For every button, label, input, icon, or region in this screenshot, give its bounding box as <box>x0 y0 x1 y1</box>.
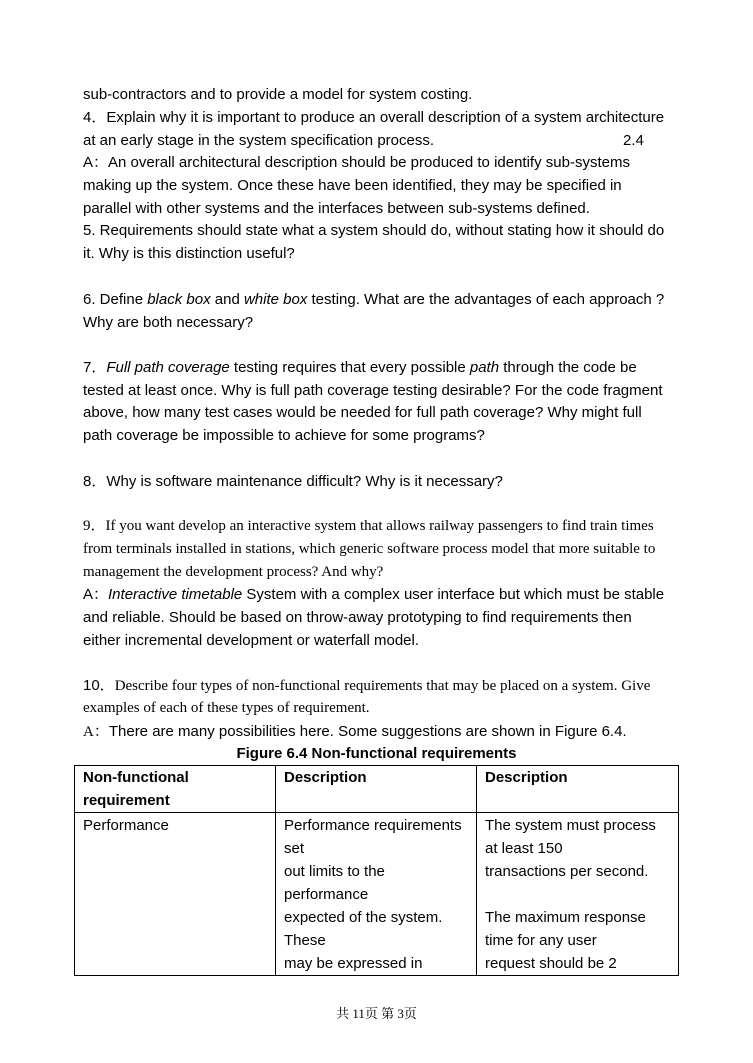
question-7-line-4: path coverage be impossible to achieve for some programs? <box>83 427 485 444</box>
question-7-line-3: above, how many test cases would be needed for full path coverage? Why might full <box>83 404 642 421</box>
header-non-functional-requirement: Non-functional requirement <box>75 766 276 813</box>
a10-text: There are many possibilities here. Some suggestions are shown in Figure 6.4. <box>108 723 627 740</box>
question-6-line-2: Why are both necessary? <box>83 314 254 331</box>
q7-prefix: 7． <box>83 359 107 376</box>
table-header-row <box>75 766 679 813</box>
q7-term-path: path <box>469 359 500 376</box>
header-description: Description <box>276 766 477 813</box>
question-5-line-2: it. Why is this distinction useful? <box>83 245 295 262</box>
question-5-line-1: 5. Requirements should state what a system should do, without stating how it should do <box>83 222 665 239</box>
a10-prefix: A： <box>83 724 109 740</box>
question-9-line-3: management the development process? And why? <box>83 564 384 580</box>
header-description-2: Description <box>477 766 679 813</box>
q6-and: and <box>210 291 244 308</box>
cell-line <box>485 883 670 906</box>
cell-line: request should be 2 <box>485 955 617 972</box>
a9-prefix: A： <box>83 586 109 603</box>
figure-caption: Figure 6.4 Non-functional requirements <box>236 745 517 762</box>
requirements-table <box>74 765 679 976</box>
cell-line: time for any user <box>485 932 597 949</box>
question-4-line-2 <box>83 129 683 152</box>
answer-9-line-3: either incremental development or waterfall model. <box>83 632 419 649</box>
a9-term: Interactive timetable <box>108 586 243 603</box>
cell-line: The system must process <box>485 817 656 834</box>
cell-line: expected of the system. <box>284 909 443 926</box>
q6-prefix: 6. Define <box>83 291 148 308</box>
q10-prefix: 10． <box>83 677 115 694</box>
table-row <box>75 813 679 976</box>
cell-line: out limits to the <box>284 863 385 880</box>
q6-term-black-box: black box <box>147 291 211 308</box>
a9-rest: System with a complex user interface but which must be stable <box>242 586 665 603</box>
q10-text: Describe four types of non-functional requirements that may be placed on a system. Give <box>114 678 651 694</box>
question-9-line-2: from terminals installed in stations, which generic software process model that more suitable to <box>83 541 656 557</box>
q7-rest: through the code be <box>499 359 637 376</box>
text-line: sub-contractors and to provide a model for system costing. <box>83 86 473 103</box>
answer-9-line-2: and reliable. Should be based on throw-away prototyping to find requirements then <box>83 609 632 626</box>
cell-description <box>276 813 477 976</box>
cell-line: set <box>284 840 305 857</box>
answer-4-line-1: A：An overall architectural description should be produced to identify sub-systems <box>83 154 630 171</box>
cell-line: The maximum response <box>485 909 646 926</box>
question-10-line-1 <box>83 674 683 698</box>
cell-line: may be expressed in <box>284 955 423 972</box>
question-10-line-2: examples of each of these types of requirement. <box>83 700 370 716</box>
question-4-line-1: 4．Explain why it is important to produce an overall description of a system architecture <box>83 109 665 126</box>
question-8: 8．Why is software maintenance difficult? Why is it necessary? <box>83 473 503 490</box>
cell-line: at least 150 <box>485 840 563 857</box>
section-reference: 2.4 <box>623 132 644 149</box>
answer-10 <box>83 720 683 744</box>
answer-4-line-3: parallel with other systems and the interfaces between sub-systems defined. <box>83 200 590 217</box>
cell-line: These <box>284 932 326 949</box>
question-9-line-1: 9．If you want develop an interactive system that allows railway passengers to find train times <box>83 518 654 534</box>
question-4-text: at an early stage in the system specification process. <box>83 132 435 149</box>
question-6-line-1 <box>83 288 683 311</box>
cell-line: performance <box>284 886 369 903</box>
cell-line: Performance requirements <box>284 817 462 834</box>
page-footer: 共 11页 第 3页 <box>336 1006 417 1021</box>
answer-4-line-2: making up the system. Once these have been identified, they may be specified in <box>83 177 622 194</box>
cell-example <box>477 813 679 976</box>
q7-term-full-path: Full path coverage <box>106 359 230 376</box>
q7-mid: testing requires that every possible <box>229 359 470 376</box>
question-7-line-2: tested at least once. Why is full path coverage testing desirable? For the code fragment <box>83 382 663 399</box>
cell-requirement-type: Performance <box>75 813 276 976</box>
question-7-line-1 <box>83 356 683 379</box>
q6-term-white-box: white box <box>243 291 308 308</box>
answer-9-line-1 <box>83 583 683 606</box>
q6-rest: testing. What are the advantages of each approach ? <box>307 291 665 308</box>
cell-line: transactions per second. <box>485 863 649 880</box>
